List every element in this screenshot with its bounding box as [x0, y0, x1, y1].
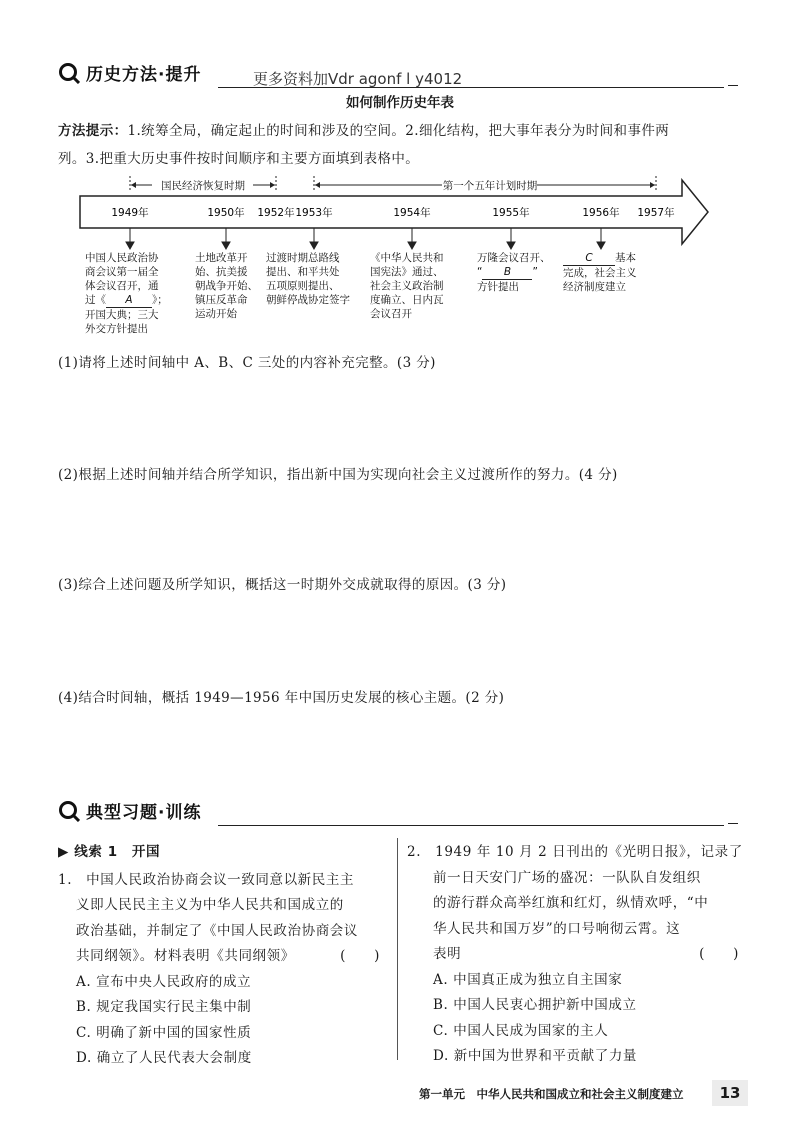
arrowhead [315, 182, 320, 188]
arrowhead [408, 242, 416, 249]
event-line: 始、抗美援 [195, 266, 248, 278]
q2-line-last [407, 942, 747, 968]
section-title: 历史方法·提升 [86, 65, 202, 85]
right-column [407, 840, 747, 1070]
event-1950 [195, 251, 265, 321]
q1-option-a[interactable]: A. 宣布中央人民政府的成立 [76, 973, 252, 990]
watermark-text: 更多资料加Vdr agonf l y4012 [253, 70, 463, 88]
section-title: 典型习题·训练 [86, 803, 202, 823]
blank-a[interactable]: A [106, 293, 152, 308]
section-rule [218, 825, 724, 826]
year-label: 1952年 [257, 207, 295, 219]
event-1953 [266, 251, 366, 307]
period2-label: 第一个五年计划时期 [442, 180, 538, 192]
answer-paren[interactable]: ( ) [340, 948, 380, 964]
event-line: 运动开始 [195, 308, 237, 320]
q1-stem [58, 868, 388, 970]
event-line: 《中华人民共和 [370, 252, 444, 264]
year-label: 1950年 [207, 207, 245, 219]
q1-line: 政治基础，并制定了《中国人民政治协商会议 [76, 922, 358, 939]
event-line: 体会议召开，通 [85, 280, 159, 292]
q1-line-text: 共同纲领》。材料表明《共同纲领》 [76, 948, 295, 964]
column-divider [397, 838, 398, 1060]
section-header-exercises [58, 798, 738, 826]
arrowhead [126, 242, 134, 249]
method-tip-line1: 1.统筹全局，确定起止的时间和涉及的空间。2.细化结构，把大事年表分为时间和事件两 [127, 123, 670, 139]
arrowhead [131, 182, 136, 188]
year-label: 1949年 [111, 207, 149, 219]
period1-label: 国民经济恢复时期 [161, 180, 245, 192]
q2-line: 的游行群众高举红旗和红灯，纵情欢呼，“中 [433, 895, 709, 911]
event-line: 朝战争开始、 [195, 280, 258, 292]
event-line: 方针提出 [477, 281, 519, 293]
event-line-blank-b [477, 265, 567, 280]
q2-line: 华人民共和国万岁”的口号响彻云霄。这 [433, 920, 681, 937]
play-marker-icon: ▶ [58, 844, 69, 860]
q1-line-last [58, 944, 388, 970]
event-line-blank-c [563, 251, 663, 266]
question-2: (2)根据上述时间轴并结合所学知识，指出新中国为实现向社会主义过渡所作的努力。(4 分) [58, 467, 618, 483]
table-title: 如何制作历史年表 [346, 95, 454, 111]
event-1955 [477, 251, 567, 294]
blank-c[interactable]: C [563, 251, 615, 266]
event-text: “ [477, 266, 483, 278]
section-rule-end [728, 823, 738, 824]
event-line-blank-a [85, 293, 185, 308]
blank-b[interactable]: B [482, 265, 532, 280]
arrowhead [507, 242, 515, 249]
q1-option-d[interactable]: D. 确立了人民代表大会制度 [76, 1050, 252, 1066]
question-3: (3)综合上述问题及所学知识，概括这一时期外交成就取得的原因。(3 分) [58, 577, 507, 593]
event-line: 外交方针提出 [85, 323, 148, 335]
method-tip-line2: 列。3.把重大历史事件按时间顺序和主要方面填到表格中。 [58, 151, 420, 167]
arrowhead [650, 182, 655, 188]
event-line: 朝鲜停战协定签字 [266, 294, 350, 306]
event-line: 万隆会议召开、 [477, 252, 551, 264]
clue-text: 线索 1 开国 [74, 844, 161, 860]
question-4: (4)结合时间轴，概括 1949—1956 年中国历史发展的核心主题。(2 分) [58, 690, 505, 706]
q2-option-d[interactable]: D. 新中国为世界和平贡献了力量 [433, 1048, 638, 1064]
method-tip-label: 方法提示： [58, 123, 128, 139]
event-line: 社会主义政治制 [370, 280, 444, 292]
event-1949 [85, 251, 185, 336]
event-line: 会议召开 [370, 308, 412, 320]
event-1954 [370, 251, 470, 321]
answer-paren[interactable]: ( ) [699, 946, 739, 962]
event-line: 度确立、日内瓦 [370, 294, 444, 306]
q1-option-c[interactable]: C. 明确了新中国的国家性质 [76, 1024, 252, 1041]
year-label: 1957年 [637, 207, 675, 219]
event-line: 中国人民政治协 [85, 252, 159, 264]
q1-option-b[interactable]: B. 规定我国实行民主集中制 [76, 999, 252, 1015]
event-line: 五项原则提出、 [266, 280, 340, 292]
year-label: 1954年 [393, 207, 431, 219]
q2-option-c[interactable]: C. 中国人民成为国家的主人 [433, 1022, 609, 1039]
page-number: 13 [712, 1080, 748, 1106]
q2-option-a[interactable]: A. 中国真正成为独立自主国家 [433, 971, 623, 988]
year-label: 1956年 [582, 207, 620, 219]
event-text: 》； [152, 294, 168, 306]
arrowhead [270, 182, 275, 188]
event-line: 镇压反革命 [195, 294, 248, 306]
event-line: 开国大典；三大 [85, 309, 159, 321]
event-line: 商会议第一届全 [85, 266, 159, 278]
footer-unit-title: 第一单元 中华人民共和国成立和社会主义制度建立 [419, 1087, 684, 1101]
event-line: 土地改革开 [195, 252, 248, 264]
magnifier-icon [58, 800, 80, 822]
q2-line: 前一日天安门广场的盛况：一队队自发组织 [433, 869, 701, 886]
clue-heading [58, 840, 388, 866]
event-line: 经济制度建立 [563, 281, 626, 293]
event-line: 国宪法》通过、 [370, 266, 444, 278]
event-line: 完成，社会主义 [563, 267, 637, 279]
event-text: 基本 [615, 252, 636, 264]
year-label: 1953年 [295, 207, 333, 219]
year-label: 1955年 [492, 207, 530, 219]
q2-line: 2. 1949 年 10 月 2 日刊出的《光明日报》，记录了 [407, 844, 743, 860]
event-text: 过《 [85, 294, 106, 306]
q2-option-b[interactable]: B. 中国人民衷心拥护新中国成立 [433, 997, 637, 1013]
arrowhead [222, 242, 230, 249]
arrowhead [310, 242, 318, 249]
q2-line-text: 表明 [433, 946, 462, 962]
left-column [58, 840, 388, 1072]
event-line: 过渡时期总路线 [266, 252, 340, 264]
arrowhead [597, 242, 605, 249]
event-1956 [563, 251, 663, 294]
event-text: ” [532, 266, 538, 278]
q1-line: 1. 中国人民政治协商会议一致同意以新民主主 [58, 871, 355, 888]
q1-line: 义即人民民主主义为中华人民共和国成立的 [76, 897, 344, 913]
event-line: 提出、和平共处 [266, 266, 340, 278]
question-1: (1)请将上述时间轴中 A、B、C 三处的内容补充完整。(3 分) [58, 355, 436, 371]
